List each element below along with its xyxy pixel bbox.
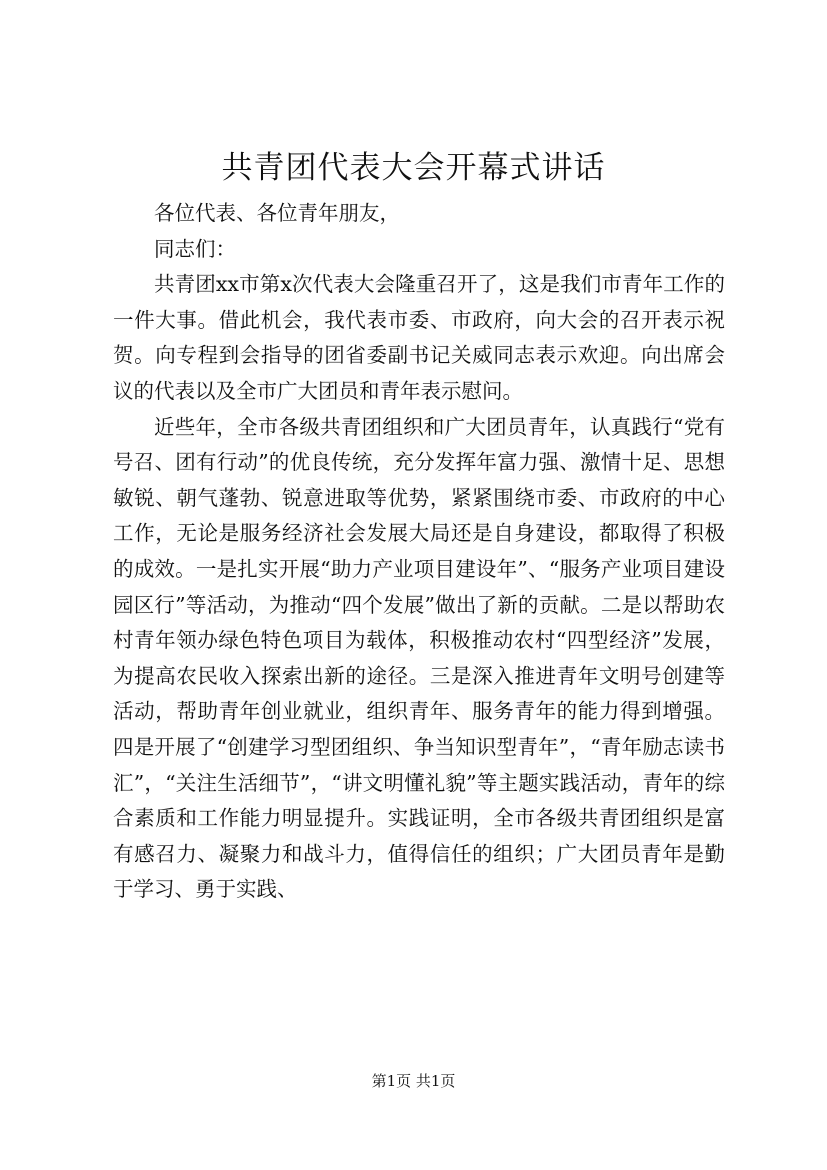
document-title: 共青团代表大会开幕式讲话 [221, 150, 606, 186]
greeting-line: 同志们： [154, 236, 236, 261]
greeting-line: 各位代表、各位青年朋友， [154, 201, 400, 225]
body-paragraph: 共青团xx市第x次代表大会隆重召开了，这是我们市青年工作的一件大事。借此机会，我代表市委、市政府，向大会的召开表示祝贺。向专程到会指导的团省委副书记关威同志表示欢迎。向出席会议的代表以及全市广大团员和青年表示慰问。 [113, 272, 725, 403]
page-footer: 第1页 共1页 [371, 1072, 456, 1090]
document-body [113, 196, 725, 908]
body-paragraph: 近些年，全市各级共青团组织和广大团员青年，认真践行“党有号召、团有行动”的优良传统，充分发挥年富力强、激情十足、思想敏锐、朝气蓬勃、锐意进取等优势，紧紧围绕市委、市政府的中心工作，无论是服务经济社会发展大局还是自身建设，都取得了积极的成效。一是扎实开展“助力产业项目建设年”、“服务产业项目建设园区行”等活动，为推动“四个发展”做出了新的贡献。二是以帮助农村青年领办绿色特色项目为载体，积极推动农村“四型经济”发展，为提高农民收入探索出新的途径。三是深入推进青年文明号创建等活动，帮助青年创业就业，组织青年、服务青年的能力得到增强。四是开展了“创建学习型团组织、争当知识型青年”，“青年励志读书汇”，“关注生活细节”，“讲文明懂礼貌”等主题实践活动，青年的综合素质和工作能力明显提升。实践证明，全市各级共青团组织是富有感召力、凝聚力和战斗力，值得信任的组织；广大团员青年是勤于学习、勇于实践、 [113, 414, 725, 902]
